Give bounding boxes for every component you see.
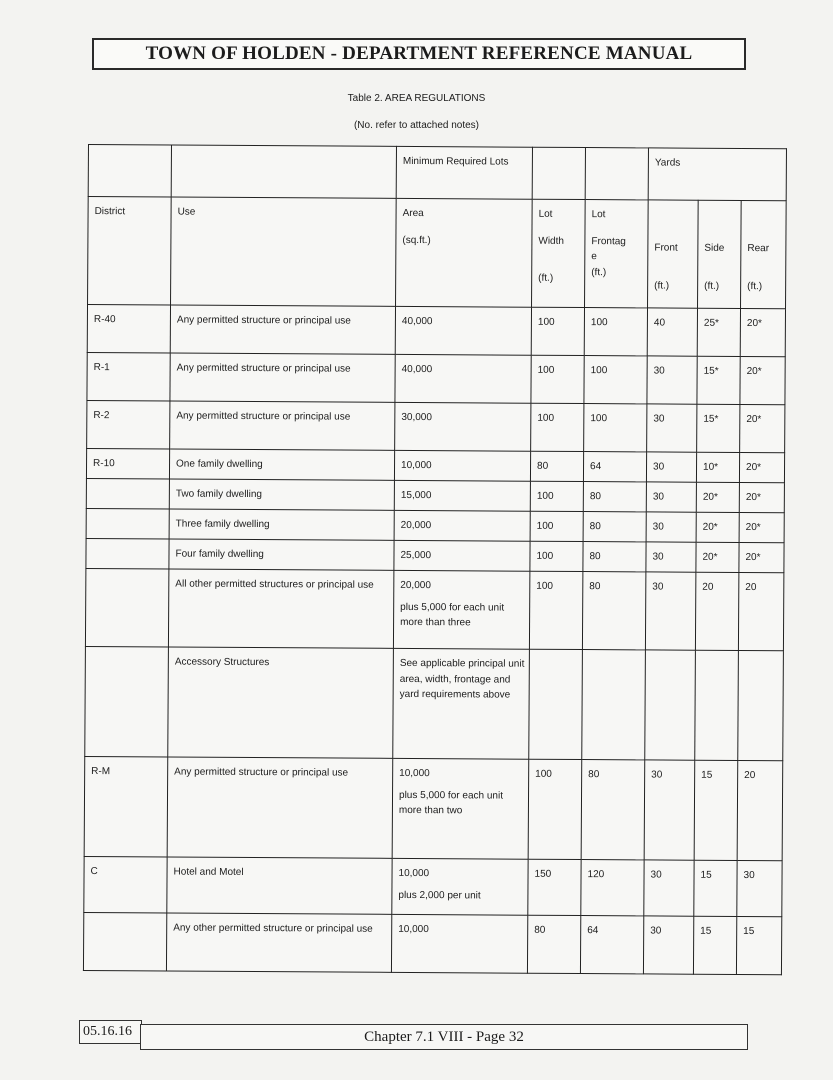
header-lot-width-line2: Width bbox=[538, 235, 565, 247]
cell-use: Any permitted structure or principal use bbox=[170, 401, 395, 450]
header-district: District bbox=[88, 197, 172, 306]
cell-front: 30 bbox=[646, 512, 696, 542]
header-area-label: Area bbox=[402, 207, 424, 220]
cell-side: 20* bbox=[696, 512, 739, 542]
cell-area-value: 10,000 bbox=[399, 767, 430, 780]
header-lot-frontage-line1: Lot bbox=[591, 209, 606, 221]
cell-use: Any permitted structure or principal use bbox=[167, 757, 393, 858]
cell-side: 15 bbox=[694, 760, 738, 860]
header-rear bbox=[741, 200, 787, 308]
cell-district: R-40 bbox=[87, 305, 170, 354]
cell-area-note: plus 2,000 per unit bbox=[398, 889, 481, 901]
cell-district bbox=[85, 646, 169, 757]
cell-district: R-1 bbox=[87, 352, 170, 401]
header-side-label: Side bbox=[704, 242, 725, 254]
header-area bbox=[396, 198, 533, 307]
cell-frontage: 80 bbox=[583, 542, 646, 572]
cell-district bbox=[83, 912, 166, 971]
cell-width: 100 bbox=[531, 307, 584, 355]
cell-use: Two family dwelling bbox=[169, 479, 394, 510]
cell-rear: 20* bbox=[740, 356, 785, 404]
cell-width: 100 bbox=[530, 541, 583, 571]
cell-frontage: 100 bbox=[584, 308, 647, 356]
cell-area-value: 30,000 bbox=[401, 411, 432, 424]
header-unit: (ft.) bbox=[591, 266, 607, 278]
header-rear-label: Rear bbox=[747, 243, 770, 255]
header-use: Use bbox=[171, 197, 397, 306]
table-row bbox=[84, 756, 783, 860]
cell-width: 100 bbox=[528, 759, 582, 859]
cell-use: Four family dwelling bbox=[169, 539, 394, 570]
cell-side: 15 bbox=[693, 916, 736, 974]
table-row bbox=[87, 352, 785, 404]
cell-side: 15* bbox=[697, 404, 740, 452]
cell-district bbox=[86, 538, 169, 569]
cell-district: R-2 bbox=[87, 400, 170, 449]
table-row bbox=[86, 478, 784, 512]
cell-area bbox=[393, 648, 530, 759]
cell-rear: 30 bbox=[737, 860, 782, 916]
cell-frontage: 100 bbox=[584, 404, 647, 452]
cell-frontage: 64 bbox=[580, 916, 643, 974]
header-lot-width bbox=[532, 199, 586, 307]
table-row bbox=[87, 400, 785, 452]
cell-area-value: 40,000 bbox=[401, 315, 433, 328]
manual-header: TOWN OF HOLDEN - DEPARTMENT REFERENCE MANUAL bbox=[92, 38, 746, 70]
table-title: Table 2. AREA REGULATIONS bbox=[347, 93, 486, 104]
cell-area-note: plus 5,000 for each unit more than two bbox=[398, 789, 504, 817]
cell-frontage: 80 bbox=[583, 512, 646, 542]
area-regulations-table bbox=[83, 144, 787, 975]
cell-area bbox=[395, 306, 531, 355]
table-row bbox=[84, 856, 782, 916]
cell-area bbox=[395, 354, 531, 403]
table-row bbox=[85, 646, 784, 760]
cell-front: 30 bbox=[646, 452, 696, 482]
cell-district: R-M bbox=[84, 756, 168, 857]
cell-rear: 20* bbox=[739, 512, 784, 542]
cell-use: All other permitted structures or principal use bbox=[168, 569, 393, 648]
cell-front: 30 bbox=[644, 860, 694, 916]
cell-area bbox=[391, 914, 527, 973]
cell-frontage: 100 bbox=[584, 356, 647, 404]
cell-front: 30 bbox=[644, 760, 695, 860]
cell-side: 15 bbox=[694, 860, 737, 916]
cell-front: 30 bbox=[643, 916, 693, 974]
cell-area bbox=[392, 858, 528, 915]
cell-front: 40 bbox=[647, 308, 697, 356]
table-subtitle: (No. refer to attached notes) bbox=[353, 120, 480, 131]
cell-frontage: 80 bbox=[581, 760, 645, 860]
cell-width: 100 bbox=[531, 355, 584, 403]
cell-district: C bbox=[84, 856, 167, 913]
header-cell-empty bbox=[585, 148, 648, 200]
header-lot-width-line1: Lot bbox=[538, 208, 553, 220]
cell-use: Three family dwelling bbox=[169, 509, 394, 540]
footer-page-label: Chapter 7.1 VIII - Page 32 bbox=[140, 1024, 748, 1050]
cell-rear: 20* bbox=[740, 404, 785, 452]
header-min-lots: Minimum Required Lots bbox=[396, 146, 532, 199]
cell-width: 100 bbox=[531, 403, 584, 451]
header-front-label: Front bbox=[654, 242, 678, 254]
table-row bbox=[87, 305, 785, 357]
table-row bbox=[83, 912, 781, 974]
cell-side: 20* bbox=[696, 482, 739, 512]
cell-rear: 20* bbox=[739, 482, 784, 512]
cell-district bbox=[86, 508, 169, 539]
cell-width: 100 bbox=[530, 511, 583, 541]
cell-district: R-10 bbox=[86, 448, 169, 479]
cell-rear: 20 bbox=[738, 572, 783, 650]
cell-width: 150 bbox=[528, 859, 581, 915]
cell-use: Hotel and Motel bbox=[167, 857, 392, 914]
cell-area bbox=[394, 450, 530, 481]
cell-area-value: See applicable principal unit area, width, frontage and yard requirements above bbox=[399, 657, 525, 701]
cell-side: 25* bbox=[697, 308, 740, 356]
cell-area-value: 25,000 bbox=[400, 549, 432, 562]
table-body bbox=[83, 305, 785, 975]
cell-area-value: 10,000 bbox=[398, 923, 429, 936]
header-lot-frontage-line3: e bbox=[591, 251, 597, 263]
cell-width: 100 bbox=[529, 571, 582, 649]
header-front bbox=[648, 200, 699, 308]
cell-side: 20* bbox=[696, 542, 739, 572]
cell-area-note: plus 5,000 for each unit more than three bbox=[400, 601, 505, 629]
cell-front: 30 bbox=[647, 404, 697, 452]
cell-rear: 20* bbox=[739, 542, 784, 572]
cell-frontage: 80 bbox=[582, 572, 645, 650]
cell-width bbox=[529, 649, 583, 759]
cell-area bbox=[394, 480, 530, 511]
header-lot-frontage bbox=[585, 200, 649, 308]
cell-rear: 20* bbox=[739, 452, 784, 482]
cell-front: 30 bbox=[646, 482, 696, 512]
cell-front bbox=[645, 650, 696, 760]
cell-area-value: 20,000 bbox=[400, 519, 432, 532]
cell-rear: 20* bbox=[740, 308, 785, 356]
cell-width: 80 bbox=[530, 451, 583, 481]
table-row bbox=[86, 448, 784, 482]
cell-use: Any permitted structure or principal use bbox=[170, 353, 395, 402]
cell-area bbox=[394, 540, 530, 571]
cell-use: Any permitted structure or principal use bbox=[170, 305, 395, 354]
header-unit: (ft.) bbox=[747, 280, 763, 292]
footer-date: 05.16.16 bbox=[79, 1020, 142, 1044]
header-unit: (ft.) bbox=[654, 279, 670, 292]
cell-front: 30 bbox=[647, 356, 697, 404]
cell-frontage: 64 bbox=[583, 452, 646, 482]
table-row bbox=[86, 508, 784, 542]
cell-area-value: 15,000 bbox=[400, 489, 432, 502]
cell-area bbox=[392, 758, 529, 859]
header-cell-empty bbox=[88, 145, 171, 198]
cell-area bbox=[393, 570, 529, 649]
cell-side: 20 bbox=[695, 572, 738, 650]
header-area-unit: (sq.ft.) bbox=[402, 234, 431, 246]
cell-side bbox=[695, 650, 739, 760]
cell-area bbox=[395, 402, 531, 451]
cell-rear bbox=[738, 650, 784, 760]
cell-area-value: 10,000 bbox=[401, 459, 432, 472]
table-row bbox=[86, 538, 784, 572]
cell-use: Accessory Structures bbox=[168, 647, 394, 758]
cell-use: Any other permitted structure or principal use bbox=[166, 913, 391, 972]
cell-width: 100 bbox=[530, 481, 583, 511]
header-side bbox=[698, 200, 742, 308]
cell-front: 30 bbox=[645, 572, 695, 650]
header-yards: Yards bbox=[648, 148, 786, 201]
header-unit: (ft.) bbox=[704, 280, 720, 292]
cell-rear: 20 bbox=[737, 760, 783, 860]
header-lot-frontage-line2: Frontag bbox=[591, 235, 626, 247]
cell-frontage: 120 bbox=[581, 860, 644, 916]
cell-area bbox=[394, 510, 530, 541]
cell-rear: 15 bbox=[736, 916, 781, 974]
cell-use: One family dwelling bbox=[169, 449, 394, 480]
cell-side: 15* bbox=[697, 356, 740, 404]
table-row bbox=[85, 568, 783, 650]
cell-side: 10* bbox=[696, 452, 739, 482]
header-cell-empty bbox=[532, 147, 585, 199]
cell-area-value: 10,000 bbox=[398, 867, 430, 880]
cell-district bbox=[85, 568, 168, 647]
header-cell-empty bbox=[171, 145, 396, 198]
cell-frontage: 80 bbox=[583, 482, 646, 512]
header-unit: (ft.) bbox=[538, 272, 554, 284]
cell-front: 30 bbox=[646, 542, 696, 572]
cell-area-value: 40,000 bbox=[401, 363, 433, 376]
cell-district bbox=[86, 478, 169, 509]
cell-width: 80 bbox=[527, 915, 580, 973]
cell-area-value: 20,000 bbox=[400, 579, 431, 592]
cell-frontage bbox=[582, 650, 646, 760]
